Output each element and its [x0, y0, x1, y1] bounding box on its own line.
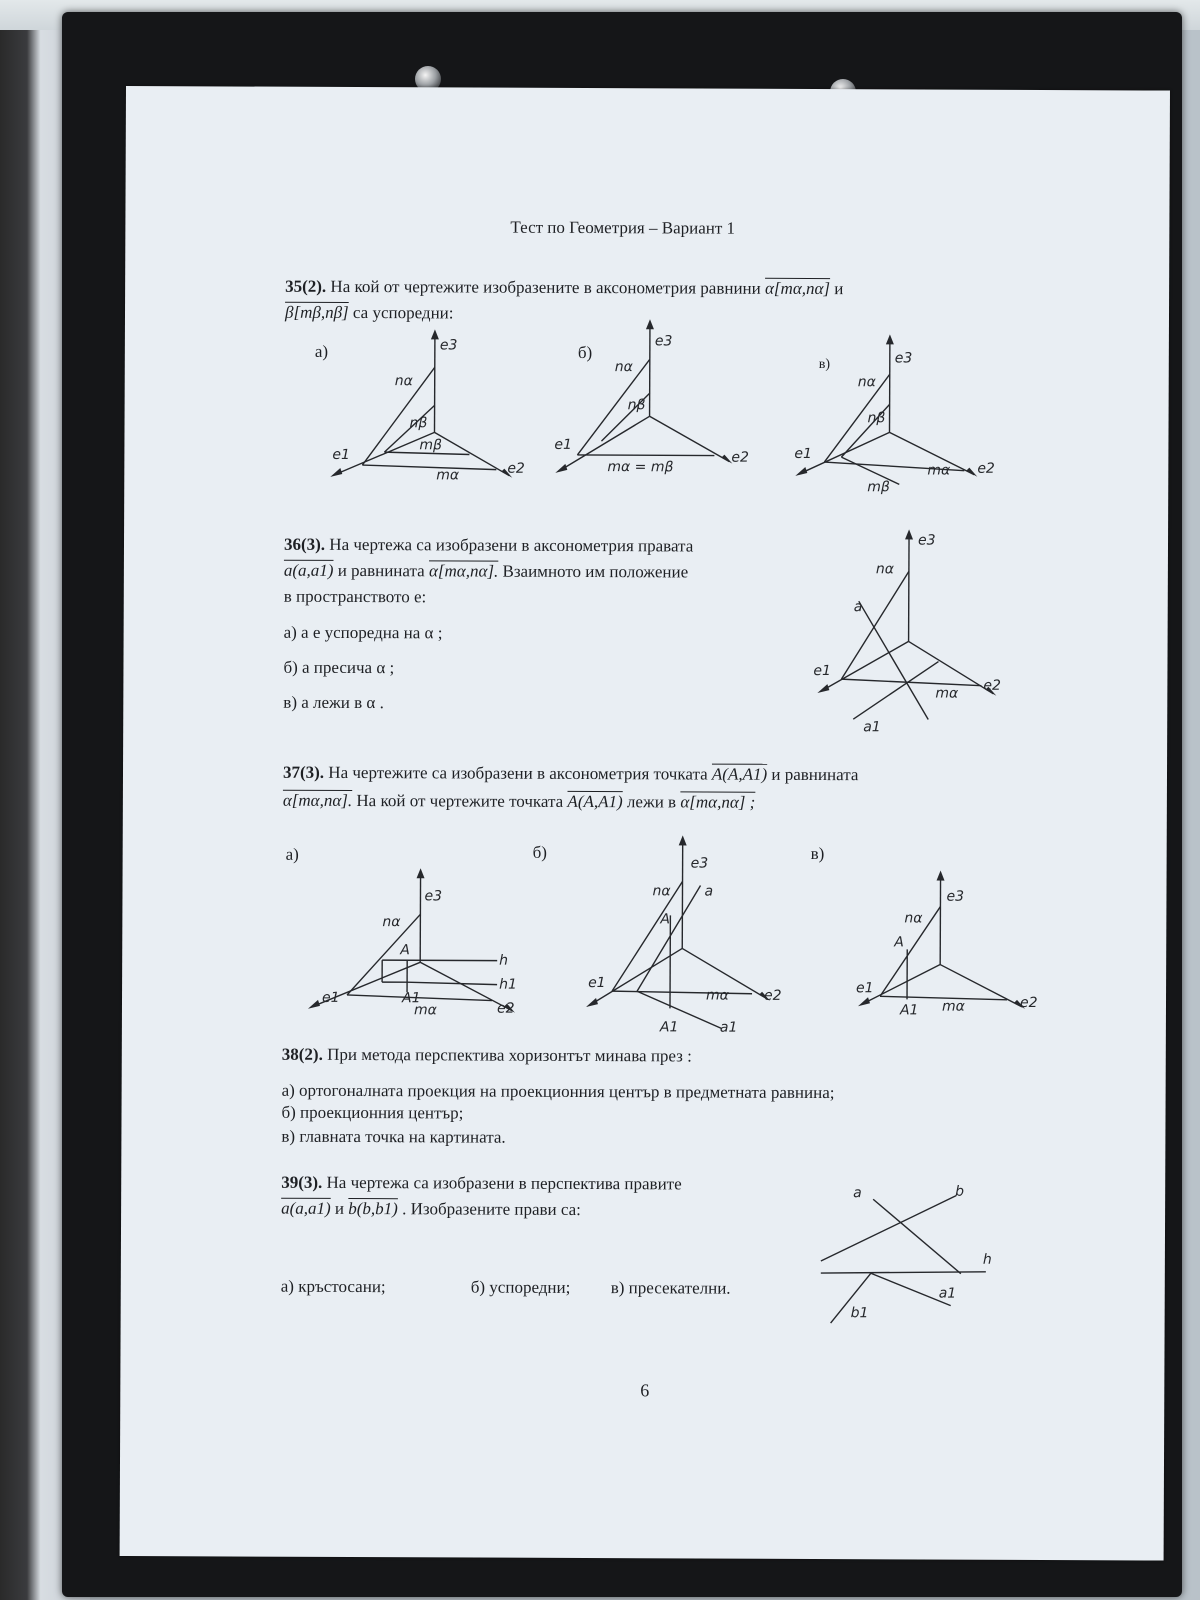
fig35b-n-beta-label: nβ	[627, 397, 646, 414]
question-37-plane-alpha: α[mα,nα].	[282, 790, 353, 810]
fig35c-e3-label: e3	[894, 350, 913, 367]
question-35-figure-b	[549, 313, 780, 474]
question-39-line-a: a(a,a1)	[281, 1198, 331, 1218]
question-39-text2b: и	[334, 1198, 345, 1218]
fig35a-m-alpha-label: mα	[436, 467, 460, 484]
question-39-text2d: . Изобразените прави са:	[402, 1199, 581, 1219]
question-36-option-b: б) a пресича α ;	[283, 657, 395, 678]
fig36-a-label: a	[853, 599, 863, 616]
question-36-line1	[284, 535, 693, 557]
fig39-b-label: b	[955, 1183, 965, 1200]
question-36-figure	[813, 521, 1034, 736]
question-36-number: 36(3).	[283, 534, 326, 554]
question-35-option-a-label: а)	[314, 341, 329, 361]
fig36-m-alpha-label: mα	[935, 685, 959, 702]
question-36-line2	[284, 561, 688, 583]
question-37-point-A: A(A,A1)	[711, 764, 768, 784]
fig37c-m-alpha-label: mα	[941, 998, 965, 1015]
fig39-b1-label: b1	[850, 1305, 869, 1322]
question-36-option-c: в) a лежи в α .	[283, 692, 384, 713]
fig37b-a-label: a	[704, 883, 714, 900]
fig39-h-label: h	[982, 1251, 992, 1268]
fig35a-n-beta-label: nβ	[409, 415, 428, 432]
fig35b-e1-label: e1	[554, 436, 573, 453]
fig37a-e2-label: e2	[496, 1000, 515, 1017]
fig37a-n-alpha-label: nα	[382, 914, 401, 931]
question-36-text2b: и равнината	[337, 560, 425, 581]
question-39-number: 39(3).	[281, 1172, 323, 1192]
question-37-point-A-2: A(A,A1)	[567, 791, 623, 812]
fig35b-n-alpha-label: nα	[614, 359, 633, 376]
fig35c-n-beta-label: nβ	[867, 410, 886, 427]
question-38-option-a: а) ортогоналната проекция на проекционния център в предметната равнина;	[281, 1080, 835, 1103]
question-36-line3: в пространството е:	[283, 586, 427, 607]
question-39-option-c: в) пресекателни.	[610, 1278, 731, 1298]
fig37b-a1-label: a1	[719, 1019, 738, 1036]
fig35c-n-alpha-label: nα	[857, 374, 876, 391]
fig35c-e2-label: e2	[977, 460, 995, 477]
question-35-text2: са успоредни:	[352, 302, 454, 323]
question-36-line-a: a(a,a1)	[283, 560, 334, 580]
fig36-e2-label: e2	[983, 677, 1001, 694]
question-37-text2d: лежи в	[626, 792, 677, 812]
fig37a-A-label: A	[400, 942, 410, 959]
fig35a-n-alpha-label: nα	[394, 373, 413, 390]
fig37b-A-label: A	[660, 911, 670, 928]
question-35-line1	[285, 277, 843, 300]
fig37a-e1-label: e1	[321, 989, 340, 1006]
fig35a-m-beta-label: mβ	[419, 437, 443, 454]
question-35-option-b-label: б)	[577, 342, 593, 363]
fig37b-e2-label: e2	[764, 987, 782, 1004]
fig35b-m-equal-label: mα = mβ	[607, 459, 674, 476]
question-39-option-b: б) успоредни;	[470, 1277, 571, 1297]
fig37c-e1-label: e1	[856, 980, 874, 997]
fig39-a1-label: a1	[938, 1285, 957, 1302]
fig37c-n-alpha-label: nα	[904, 910, 923, 927]
fig39-a-label: a	[853, 1185, 862, 1202]
fig35c-m-beta-label: mβ	[867, 479, 890, 496]
fig37a-m-alpha-label: mα	[413, 1002, 437, 1019]
fig37a-h-label: h	[499, 952, 509, 969]
question-37-text1c: и равнината	[771, 764, 859, 785]
question-37-option-a-label: а)	[285, 844, 299, 864]
fig35b-e3-label: e3	[654, 333, 673, 350]
question-35-conj: и	[834, 279, 844, 299]
fig37c-A-label: A	[894, 934, 904, 951]
question-38-line1	[282, 1045, 692, 1067]
question-35-text: На кой от чертежите изобразените в аксонометрия равнини	[330, 276, 761, 298]
fig37b-n-alpha-label: nα	[652, 883, 671, 900]
question-37-figure-c	[852, 864, 1053, 1019]
fig36-n-alpha-label: nα	[875, 561, 895, 578]
question-39-option-a: а) кръстосани;	[280, 1276, 386, 1297]
question-35-plane-alpha: α[mα,nα]	[764, 278, 831, 299]
fig37b-e3-label: e3	[690, 855, 709, 872]
fig35c-e1-label: e1	[794, 445, 812, 462]
question-35-figure-a	[324, 327, 555, 484]
fig35a-e2-label: e2	[507, 460, 525, 477]
question-37-plane-alpha-2: α[mα,nα] ;	[680, 792, 756, 812]
question-35-figure-c	[789, 334, 1030, 495]
question-39-figure	[811, 1185, 1012, 1336]
page-title: Тест по Геометрия – Вариант 1	[510, 217, 736, 238]
question-37-text1a: На чертежите са изобразени в аксонометрия точката	[328, 762, 708, 784]
fig37c-A1-label: A1	[899, 1002, 919, 1019]
fig36-a1-label: a1	[863, 719, 881, 736]
fig37a-e3-label: e3	[424, 888, 443, 905]
question-37-number: 37(3).	[282, 762, 325, 782]
page-number: 6	[640, 1380, 650, 1401]
question-37-figure-a	[302, 862, 563, 1023]
question-35-option-c-label: в)	[818, 357, 831, 373]
question-35-line2	[285, 303, 454, 324]
question-39-line1	[281, 1173, 682, 1195]
question-35-plane-beta: β[mβ,nβ]	[284, 302, 349, 322]
question-38-option-c: в) главната точка на картината.	[281, 1126, 506, 1147]
fig36-e1-label: e1	[813, 663, 832, 680]
question-39-line-b: b(b,b1)	[348, 1198, 398, 1219]
question-36-plane-alpha: α[mα,nα].	[428, 561, 499, 581]
fig35a-e3-label: e3	[439, 337, 458, 354]
question-38-option-b: б) проекционния център;	[281, 1102, 464, 1123]
fig37b-m-alpha-label: mα	[706, 987, 729, 1004]
test-page	[120, 86, 1170, 1561]
fig37b-e1-label: e1	[588, 975, 606, 992]
question-36-text1: На чертежа са изобразени в аксонометрия правата	[329, 534, 694, 556]
fig36-e3-label: e3	[917, 532, 936, 549]
question-37-option-c-label: в)	[810, 843, 825, 864]
question-37-line1	[283, 763, 859, 786]
question-39-line2	[281, 1199, 581, 1221]
fig35c-m-alpha-label: mα	[927, 462, 951, 479]
fig37a-A1-label: A1	[401, 990, 421, 1007]
fig35a-e1-label: e1	[332, 446, 350, 463]
question-37-text2b: На кой от чертежите точката	[356, 791, 564, 811]
fig35b-e2-label: e2	[731, 449, 749, 466]
question-39-text1: На чертежа са изобразени в перспектива правите	[326, 1172, 682, 1194]
question-38-text: При метода перспектива хоризонтът минава през :	[327, 1044, 692, 1066]
question-36-option-a: а) a е успоредна на α ;	[283, 622, 443, 643]
question-36-text2d: Взаимното им положение	[502, 561, 689, 582]
fig37c-e3-label: e3	[946, 888, 965, 905]
question-35-number: 35(2).	[285, 276, 327, 296]
question-37-option-b-label: б)	[532, 842, 548, 862]
fig37b-A1-label: A1	[659, 1019, 679, 1036]
fig37c-e2-label: e2	[1019, 994, 1038, 1011]
question-37-line2	[283, 791, 756, 813]
question-38-number: 38(2).	[281, 1044, 323, 1064]
fig37a-h1-label: h1	[499, 976, 517, 993]
question-37-figure-b	[582, 833, 813, 1034]
